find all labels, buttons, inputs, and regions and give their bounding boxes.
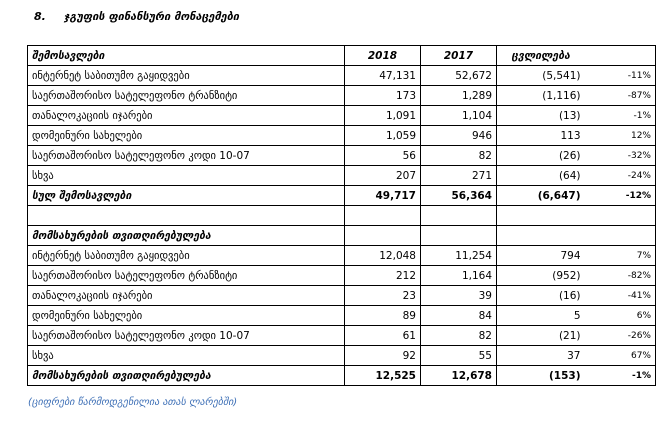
change-value: (1,116) (497, 86, 585, 106)
total-change-percent: -1% (585, 366, 656, 386)
table-row (28, 326, 656, 346)
header-change-pct (585, 46, 656, 66)
total-change: (6,647) (497, 186, 585, 206)
change-value: (5,541) (497, 66, 585, 86)
total-2017: 56,364 (421, 186, 497, 206)
change-value: 113 (497, 126, 585, 146)
change-value: (952) (497, 266, 585, 286)
row-label: დომეინური სახელები (28, 126, 345, 146)
change-value: (16) (497, 286, 585, 306)
row-label: სხვა (28, 166, 345, 186)
table-row (28, 146, 656, 166)
change-value: 5 (497, 306, 585, 326)
total-label: სულ შემოსავლები (28, 186, 345, 206)
change-percent: 6% (585, 306, 656, 326)
table-row (28, 266, 656, 286)
table-row (28, 346, 656, 366)
cost-section-label: მომსახურების თვითღირებულება (28, 226, 345, 246)
value-2018: 212 (345, 266, 421, 286)
change-value: (64) (497, 166, 585, 186)
change-percent: -11% (585, 66, 656, 86)
cost-section-row (28, 226, 656, 246)
table-row (28, 286, 656, 306)
row-label: თანალოკაციის იჯარები (28, 286, 345, 306)
change-value: (21) (497, 326, 585, 346)
value-2017: 1,104 (421, 106, 497, 126)
change-value: (13) (497, 106, 585, 126)
value-2018: 12,048 (345, 246, 421, 266)
spacer-row (28, 206, 656, 226)
change-percent: -82% (585, 266, 656, 286)
value-2017: 1,289 (421, 86, 497, 106)
value-2017: 82 (421, 326, 497, 346)
total-2018: 12,525 (345, 366, 421, 386)
change-value: 794 (497, 246, 585, 266)
value-2018: 1,059 (345, 126, 421, 146)
total-change: (153) (497, 366, 585, 386)
change-percent: -26% (585, 326, 656, 346)
revenue-total-row (28, 186, 656, 206)
value-2018: 56 (345, 146, 421, 166)
change-percent: -24% (585, 166, 656, 186)
row-label: საერთაშორისო სატელეფონო კოდი 10-07 (28, 146, 345, 166)
value-2017: 55 (421, 346, 497, 366)
change-percent: 12% (585, 126, 656, 146)
row-label: ინტერნეტ საბითუმო გაყიდვები (28, 66, 345, 86)
financial-table (27, 45, 656, 386)
row-label: საერთაშორისო სატელეფონო ტრანზიტი (28, 266, 345, 286)
header-2017: 2017 (421, 46, 497, 66)
footnote: (ციფრები წარმოდგენილია ათას ლარებში) (28, 397, 238, 408)
change-percent: 7% (585, 246, 656, 266)
total-label: მომსახურების თვითღირებულება (28, 366, 345, 386)
row-label: დომეინური სახელები (28, 306, 345, 326)
row-label: საერთაშორისო სატელეფონო კოდი 10-07 (28, 326, 345, 346)
change-value: 37 (497, 346, 585, 366)
value-2017: 52,672 (421, 66, 497, 86)
value-2017: 39 (421, 286, 497, 306)
table-row (28, 126, 656, 146)
change-value: (26) (497, 146, 585, 166)
change-percent: 67% (585, 346, 656, 366)
table-row (28, 106, 656, 126)
value-2017: 11,254 (421, 246, 497, 266)
value-2018: 207 (345, 166, 421, 186)
value-2018: 61 (345, 326, 421, 346)
value-2017: 946 (421, 126, 497, 146)
value-2018: 23 (345, 286, 421, 306)
table-row (28, 246, 656, 266)
change-percent: -32% (585, 146, 656, 166)
row-label: სხვა (28, 346, 345, 366)
header-revenue-label: შემოსავლები (28, 46, 345, 66)
table-header-row (28, 46, 656, 66)
value-2017: 82 (421, 146, 497, 166)
table-row (28, 66, 656, 86)
value-2018: 47,131 (345, 66, 421, 86)
value-2018: 89 (345, 306, 421, 326)
section-title: ჯგუფის ფინანსური მონაცემები (63, 10, 240, 23)
row-label: ინტერნეტ საბითუმო გაყიდვები (28, 246, 345, 266)
section-heading (34, 10, 239, 23)
row-label: თანალოკაციის იჯარები (28, 106, 345, 126)
total-2018: 49,717 (345, 186, 421, 206)
change-percent: -87% (585, 86, 656, 106)
value-2017: 1,164 (421, 266, 497, 286)
table-row (28, 86, 656, 106)
value-2018: 92 (345, 346, 421, 366)
value-2017: 84 (421, 306, 497, 326)
cost-total-row (28, 366, 656, 386)
section-number: 8. (34, 10, 46, 23)
change-percent: -41% (585, 286, 656, 306)
row-label: საერთაშორისო სატელეფონო ტრანზიტი (28, 86, 345, 106)
total-change-percent: -12% (585, 186, 656, 206)
value-2018: 1,091 (345, 106, 421, 126)
table-row (28, 166, 656, 186)
header-2018: 2018 (345, 46, 421, 66)
total-2017: 12,678 (421, 366, 497, 386)
header-change: ცვლილება (497, 46, 585, 66)
value-2017: 271 (421, 166, 497, 186)
value-2018: 173 (345, 86, 421, 106)
change-percent: -1% (585, 106, 656, 126)
table-row (28, 306, 656, 326)
